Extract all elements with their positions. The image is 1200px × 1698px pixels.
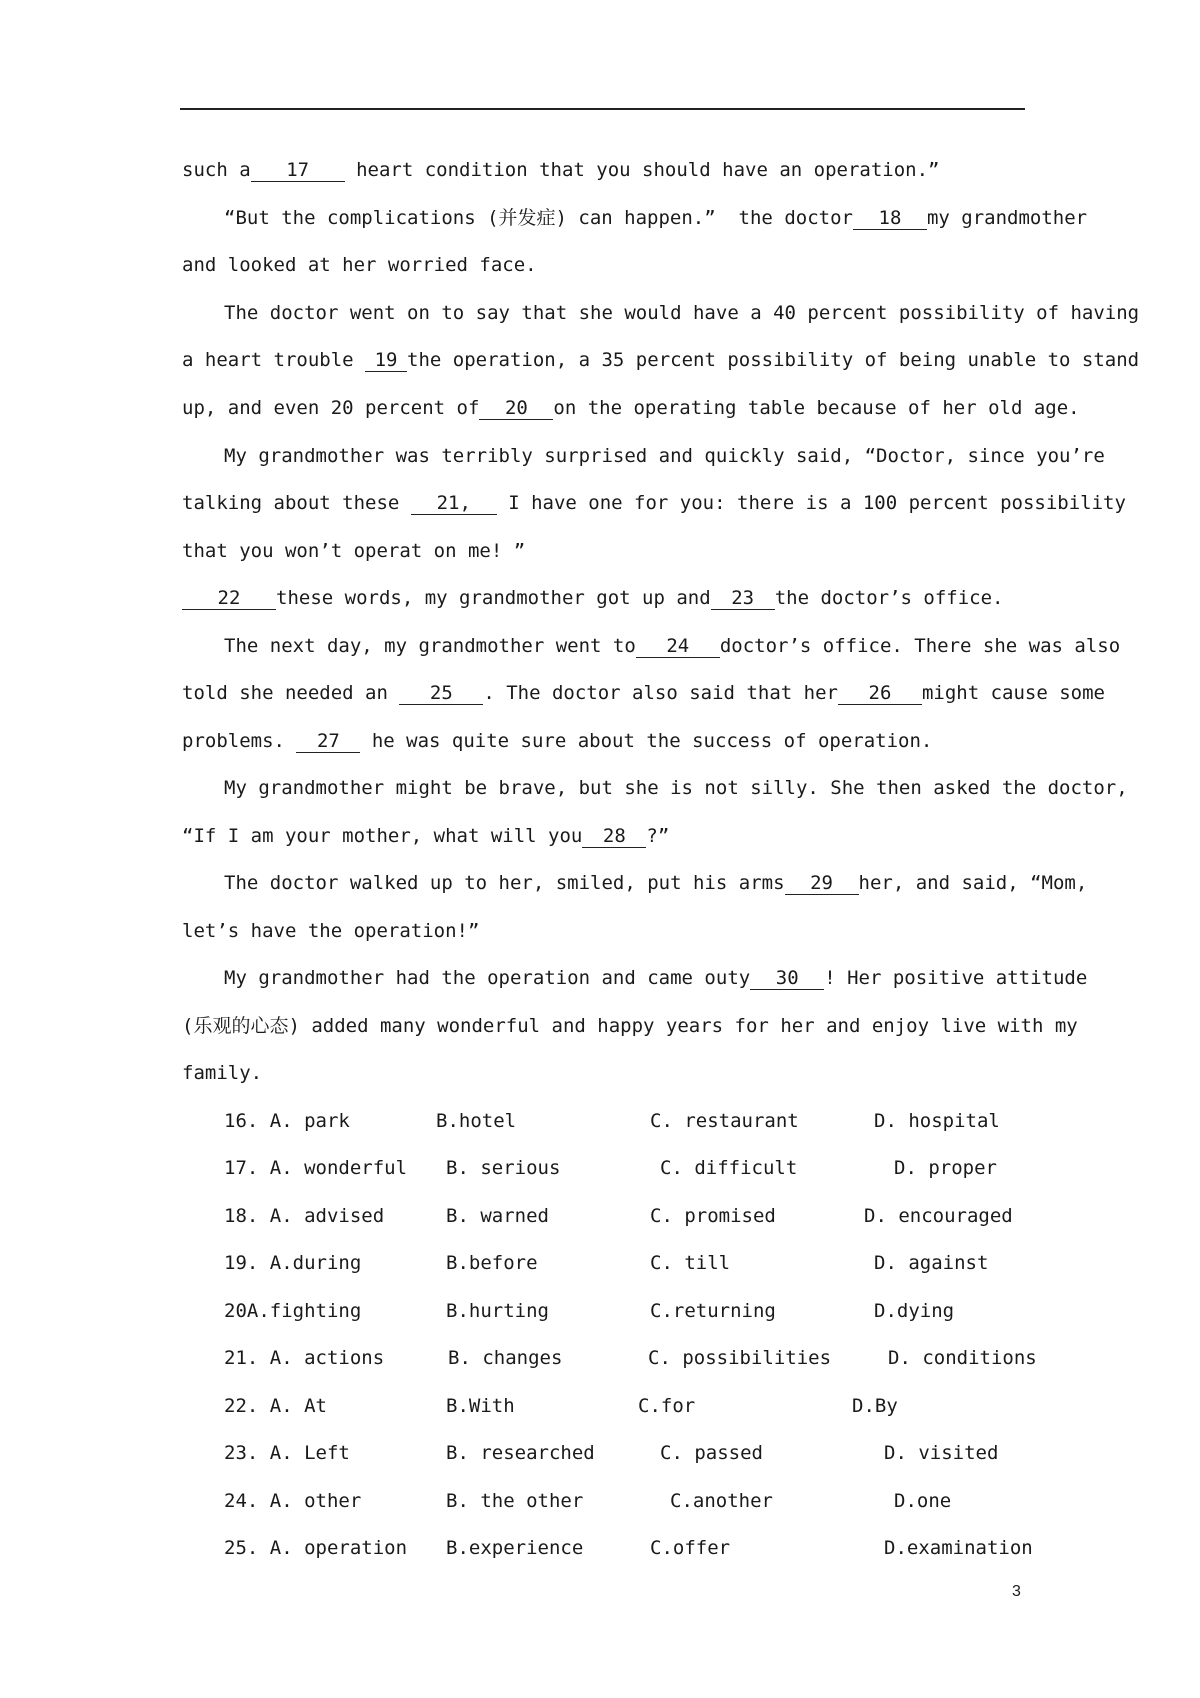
option-c: C.returning: [650, 1300, 776, 1322]
option-b: B.experience: [446, 1537, 584, 1559]
text: My grandmother was terribly surprised and quickly said, “Doctor, since you’re: [224, 445, 1105, 467]
passage-line: [182, 490, 1126, 516]
passage-line: [224, 300, 1140, 326]
passage-line: [224, 443, 1105, 469]
text: on the operating table because of her old age.: [553, 397, 1080, 419]
option-a: 20A.fighting: [224, 1300, 362, 1322]
passage-line: [182, 395, 1080, 421]
passage-line: [182, 157, 1024, 183]
option-a: 24. A. other: [224, 1490, 362, 1512]
passage-line: [224, 633, 1121, 659]
passage-line: [224, 965, 1088, 991]
blank-25: 25: [399, 682, 483, 705]
option-c: C. restaurant: [650, 1110, 799, 1132]
text: might cause some: [921, 682, 1105, 704]
text: he was quite sure about the success of operation.: [360, 730, 933, 752]
option-row-18: [224, 1203, 1024, 1229]
option-c: C.another: [670, 1490, 773, 1512]
text: up, and even 20 percent of: [182, 397, 480, 419]
text: and looked at her worried face.: [182, 254, 537, 276]
passage-line: [182, 347, 1140, 373]
text: The doctor went on to say that she would have a 40 percent possibility of having: [224, 302, 1140, 324]
option-c: C. difficult: [660, 1157, 798, 1179]
passage-line: [224, 205, 1088, 231]
option-d: D. conditions: [888, 1347, 1037, 1369]
passage-line: [182, 918, 1024, 944]
passage-line: [182, 585, 1024, 611]
option-c: C. till: [650, 1252, 731, 1274]
option-a: 23. A. Left: [224, 1442, 350, 1464]
blank-comma: ,: [459, 492, 471, 514]
option-a: 22. A. At: [224, 1395, 327, 1417]
option-d: D. against: [874, 1252, 989, 1274]
passage-line: [182, 728, 1024, 754]
blank-23: 23: [711, 587, 775, 610]
option-d: D.By: [852, 1395, 898, 1417]
blank-30: 30: [750, 967, 824, 990]
option-a: 16. A. park: [224, 1110, 350, 1132]
text: heart condition that you should have an operation.”: [344, 159, 940, 181]
text: “But the complications (并发症) can happen.” the doctor: [224, 207, 853, 229]
header-rule: [180, 108, 1025, 110]
option-c: C.for: [638, 1395, 696, 1417]
option-b: B.before: [446, 1252, 538, 1274]
text: the doctor’s office.: [774, 587, 1004, 609]
text: my grandmother: [926, 207, 1088, 229]
option-d: D. encouraged: [864, 1205, 1013, 1227]
passage-line: [224, 870, 1088, 896]
text: her, and said, “Mom,: [858, 872, 1088, 894]
page-number: 3: [1012, 1583, 1021, 1600]
text: “If I am your mother, what will you: [182, 825, 583, 847]
blank-number: 21: [436, 492, 460, 514]
text: ! Her positive attitude: [824, 967, 1088, 989]
option-row-20: [224, 1298, 1024, 1324]
option-row-23: [224, 1440, 1024, 1466]
option-row-19: [224, 1250, 1024, 1276]
option-b: B. changes: [448, 1347, 563, 1369]
option-row-17: [224, 1155, 1024, 1181]
option-d: D.one: [894, 1490, 952, 1512]
option-a: 25. A. operation: [224, 1537, 408, 1559]
text: these words, my grandmother got up and: [276, 587, 711, 609]
option-a: 19. A.during: [224, 1252, 362, 1274]
text: The next day, my grandmother went to: [224, 635, 636, 657]
text: that you won’t operat on me! ”: [182, 540, 526, 562]
blank-19: 19: [365, 349, 407, 372]
passage-line: [182, 1013, 1078, 1039]
text: doctor’s office. There she was also: [719, 635, 1121, 657]
text: talking about these: [182, 492, 411, 514]
text: The doctor walked up to her, smiled, put his arms: [224, 872, 785, 894]
passage-line: [182, 823, 1024, 849]
option-d: D. proper: [894, 1157, 997, 1179]
option-b: B. researched: [446, 1442, 595, 1464]
option-d: D.examination: [884, 1537, 1033, 1559]
text: . The doctor also said that her: [483, 682, 838, 704]
blank-20: 20: [479, 397, 553, 420]
option-a: 18. A. advised: [224, 1205, 385, 1227]
text: My grandmother might be brave, but she is not silly. She then asked the doctor,: [224, 777, 1128, 799]
passage-line: [182, 680, 1105, 706]
text: ?”: [646, 825, 670, 847]
option-b: B.hurting: [446, 1300, 549, 1322]
text: a heart trouble: [182, 349, 366, 371]
option-row-22: [224, 1393, 1024, 1419]
blank-28: 28: [582, 825, 646, 848]
option-a: 21. A. actions: [224, 1347, 385, 1369]
option-b: B. serious: [446, 1157, 561, 1179]
text: let’s have the operation!”: [182, 920, 480, 942]
blank-27: 27: [296, 730, 360, 753]
option-b: B. warned: [446, 1205, 549, 1227]
passage-line: [182, 252, 1024, 278]
text: such a: [182, 159, 251, 181]
option-row-24: [224, 1488, 1024, 1514]
passage-line: [182, 1060, 1024, 1086]
blank-18: 18: [853, 207, 927, 230]
option-row-16: [224, 1108, 1024, 1134]
text: the operation, a 35 percent possibility of being unable to stand: [407, 349, 1140, 371]
text: told she needed an: [182, 682, 400, 704]
option-d: D. hospital: [874, 1110, 1000, 1132]
text: I have one for you: there is a 100 percent possibility: [496, 492, 1126, 514]
option-b: B.hotel: [436, 1110, 517, 1132]
text: My grandmother had the operation and came outy: [224, 967, 751, 989]
option-b: B. the other: [446, 1490, 584, 1512]
option-d: D.dying: [874, 1300, 955, 1322]
blank-26: 26: [838, 682, 922, 705]
option-a: 17. A. wonderful: [224, 1157, 408, 1179]
text: problems.: [182, 730, 297, 752]
option-c: C. promised: [650, 1205, 776, 1227]
passage-line: [182, 538, 1024, 564]
option-b: B.With: [446, 1395, 515, 1417]
option-row-25: [224, 1535, 1033, 1561]
blank-21: [411, 492, 497, 515]
option-c: C. possibilities: [648, 1347, 832, 1369]
option-d: D. visited: [884, 1442, 999, 1464]
blank-29: 29: [785, 872, 859, 895]
option-c: C.offer: [650, 1537, 731, 1559]
option-row-21: [224, 1345, 1037, 1371]
text: family.: [182, 1062, 263, 1084]
blank-22: 22: [182, 587, 276, 610]
blank-24: 24: [636, 635, 720, 658]
passage-line: [224, 775, 1128, 801]
blank-17: 17: [251, 159, 345, 182]
text: (乐观的心态) added many wonderful and happy years for her and enjoy live with my: [182, 1015, 1078, 1037]
option-c: C. passed: [660, 1442, 763, 1464]
